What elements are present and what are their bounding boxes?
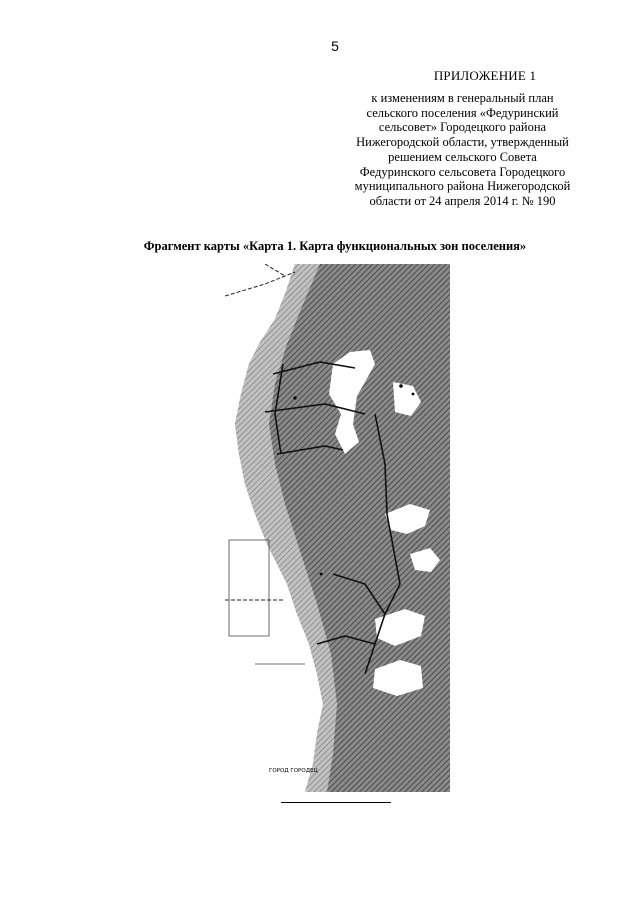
page-number: 5: [331, 38, 339, 54]
map-bottom-label: ГОРОД ГОРОДЕЦ: [269, 768, 318, 774]
appendix-line: сельсовет» Городецкого района: [378, 120, 547, 135]
appendix-line: решением сельского Совета: [388, 149, 537, 164]
map-caption: Фрагмент карты «Карта 1. Карта функциональных зон поселения»: [143, 239, 527, 253]
appendix-line: Федуринского сельсовета Городецкого: [359, 164, 566, 179]
appendix-body: [345, 91, 580, 209]
appendix-title: ПРИЛОЖЕНИЕ 1: [433, 68, 537, 83]
appendix-line: сельского поселения «Федуринский: [366, 105, 559, 120]
map-fragment: [225, 264, 455, 792]
footnote-rule: [281, 802, 391, 803]
appendix-line: к изменениям в генеральный план: [371, 91, 554, 105]
appendix-line: муниципального района Нижегородской: [354, 179, 571, 194]
appendix-line: области от 24 апреля 2014 г. № 190: [369, 193, 556, 208]
appendix-line: Нижегородской области, утвержденный: [356, 135, 569, 150]
